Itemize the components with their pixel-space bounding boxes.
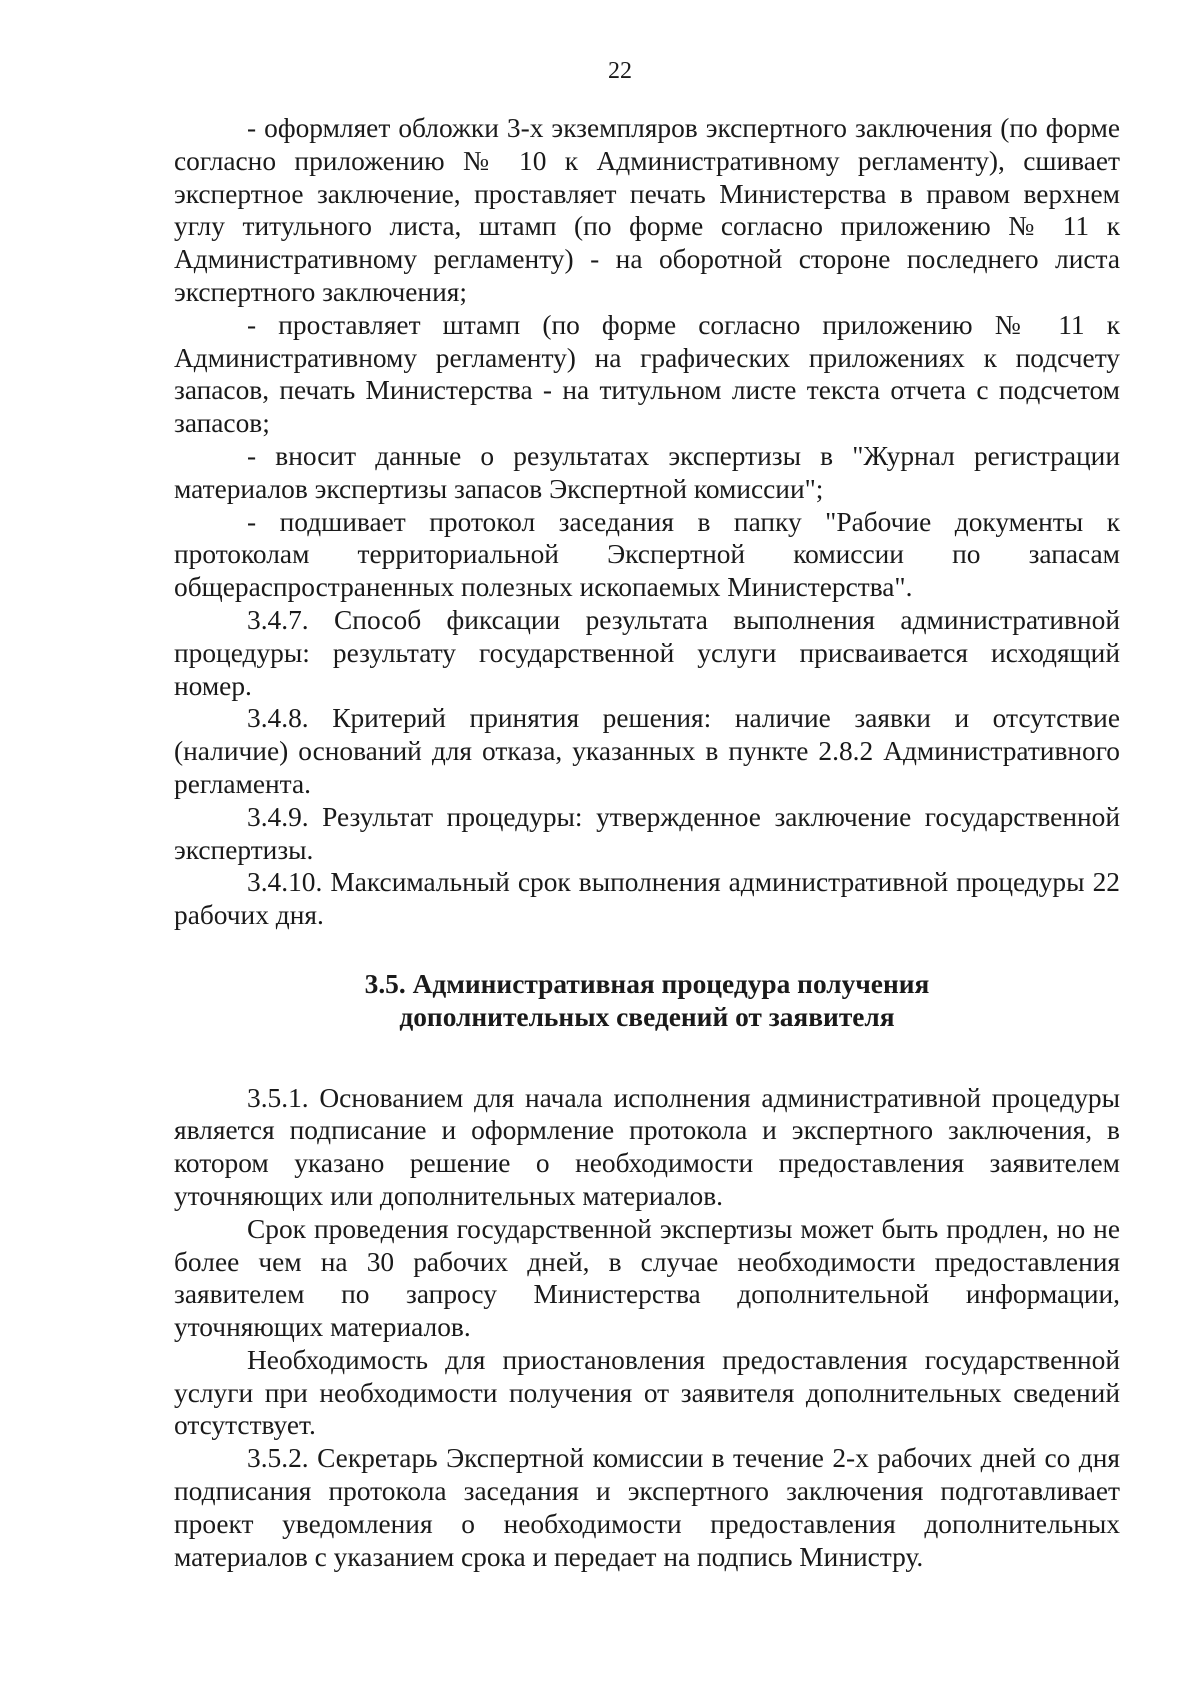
paragraph-3-5-2: 3.5.2. Секретарь Экспертной комиссии в течение 2-х рабочих дней со дня подписания протокола заседания и экспертного заключения подготавливает проект уведомления о необходимости предоставления дополнительных материалов с указанием срока и передает на подпись Министру.: [174, 1443, 1120, 1572]
section-heading-line-2: дополнительных сведений от заявителя: [399, 1001, 895, 1032]
document-body: [174, 112, 1120, 1573]
section-heading-3-5: [174, 968, 1120, 1034]
paragraph-protocol-folder: - подшивает протокол заседания в папку "Рабочие документы к протоколам территориальной Экспертной комиссии по запасам общераспространенных полезных ископаемых Министерства".: [174, 506, 1120, 603]
page-number: 22: [608, 58, 632, 84]
paragraph-3-4-7: 3.4.7. Способ фиксации результата выполнения административной процедуры: результату государственной услуги присваивается исходящий номер.: [174, 604, 1120, 701]
paragraph-3-4-8: 3.4.8. Критерий принятия решения: наличие заявки и отсутствие (наличие) оснований для отказа, указанных в пункте 2.8.2 Административного регламента.: [174, 703, 1120, 799]
paragraph-covers: - оформляет обложки 3-х экземпляров экспертного заключения (по форме согласно приложению № 10 к Административному регламенту), сшивает экспертное заключение, проставляет печать Министерства в правом верхнем углу титульного листа, штамп (по форме согласно приложению № 11 к Административному регламенту) - на оборотной стороне последнего листа экспертного заключения;: [174, 113, 1120, 307]
paragraph-stamp: - проставляет штамп (по форме согласно приложению № 11 к Административному регламенту) на графических приложениях к подсчету запасов, печать Министерства - на титульном листе текста отчета с подсчетом запасов;: [174, 309, 1120, 439]
paragraph-3-5-1: 3.5.1. Основанием для начала исполнения административной процедуры является подписание и оформление протокола и экспертного заключения, в котором указано решение о необходимости предоставления заявителем уточняющих или дополнительных материалов.: [174, 1082, 1120, 1211]
paragraph-extension: Срок проведения государственной экспертизы может быть продлен, но не более чем на 30 рабочих дней, в случае необходимости предоставления заявителем по запросу Министерства дополнительной информации, уточняющих материалов.: [174, 1213, 1120, 1343]
paragraph-3-4-10: 3.4.10. Максимальный срок выполнения административной процедуры 22 рабочих дня.: [174, 867, 1120, 931]
paragraph-suspension: Необходимость для приостановления предоставления государственной услуги при необходимости получения от заявителя дополнительных сведений отсутствует.: [174, 1344, 1120, 1441]
paragraph-journal: - вносит данные о результатах экспертизы в "Журнал регистрации материалов экспертизы запасов Экспертной комиссии";: [174, 440, 1120, 504]
section-heading-line-1: 3.5. Административная процедура получения: [364, 968, 930, 999]
paragraph-3-4-9: 3.4.9. Результат процедуры: утвержденное заключение государственной экспертизы.: [174, 801, 1120, 865]
